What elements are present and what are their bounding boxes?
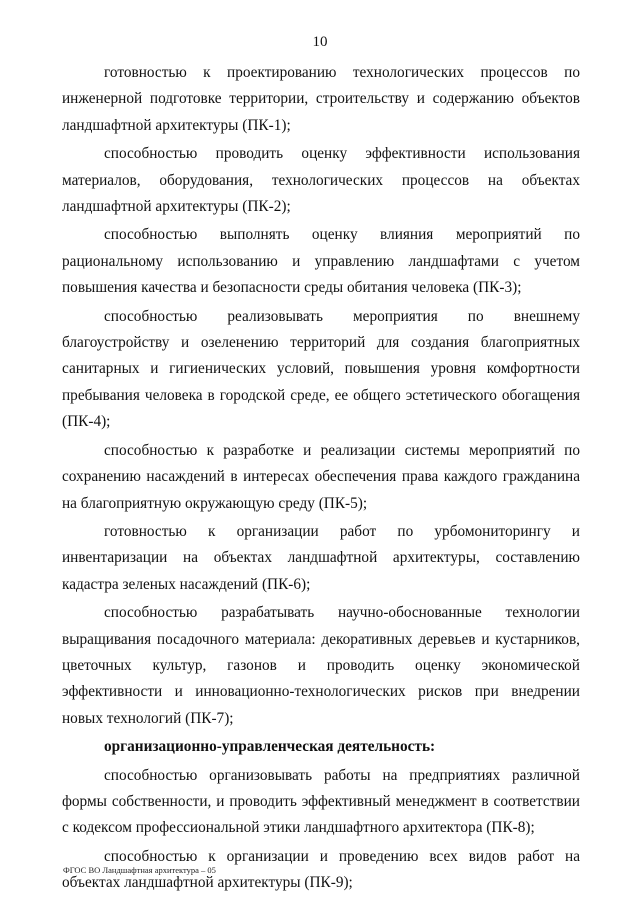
- paragraph-pk-7: способностью разрабатывать научно-обоснованные технологии выращивания посадочного материала: декоративных деревьев и кустарников, цветочных культур, газонов и проводить оценку экономической эффективности и инновационно-технологических рисков при внедрении новых технологий (ПК-7);: [62, 604, 580, 727]
- paragraph-pk-2: способностью проводить оценку эффективности использования материалов, оборудования, технологических процессов на объектах ландшафтной архитектуры (ПК-2);: [62, 145, 580, 216]
- section-heading: организационно-управленческая деятельность:: [104, 738, 436, 756]
- paragraph-pk-4: способностью реализовывать мероприятия по внешнему благоустройству и озеленению территорий для создания благоприятных санитарных и гигиенических условий, повышения уровня комфортности пребывания человека в городской среде, ее общего эстетического обогащения (ПК-4);: [62, 307, 580, 431]
- paragraph-pk-9: способностью к организации и проведению всех видов работ на объектах ландшафтной архитектуры (ПК-9);: [62, 847, 580, 892]
- document-body: [62, 60, 580, 899]
- page-footer: ФГОС ВО Ландшафтная архитектура – 05: [63, 865, 216, 875]
- page-number: 10: [312, 34, 328, 50]
- paragraph-pk-3: способностью выполнять оценку влияния мероприятий по рациональному использованию и управлению ландшафтами с учетом повышения качества и безопасности среды обитания человека (ПК-3);: [62, 226, 580, 297]
- paragraph-pk-5: способностью к разработке и реализации системы мероприятий по сохранению насаждений в интересах обеспечения права каждого гражданина на благоприятную окружающую среду (ПК-5);: [62, 441, 580, 512]
- paragraph-pk-6: готовностью к организации работ по урбомониторингу и инвентаризации на объектах ландшафтной архитектуры, составлению кадастра зеленых насаждений (ПК-6);: [62, 522, 580, 593]
- paragraph-pk-8: способностью организовывать работы на предприятиях различной формы собственности, и проводить эффективный менеджмент в соответствии с кодексом профессиональной этики ландшафтного архитектора (ПК-8);: [62, 766, 580, 837]
- paragraph-pk-1: готовностью к проектированию технологических процессов по инженерной подготовке территории, строительству и содержанию объектов ландшафтной архитектуры (ПК-1);: [62, 64, 580, 134]
